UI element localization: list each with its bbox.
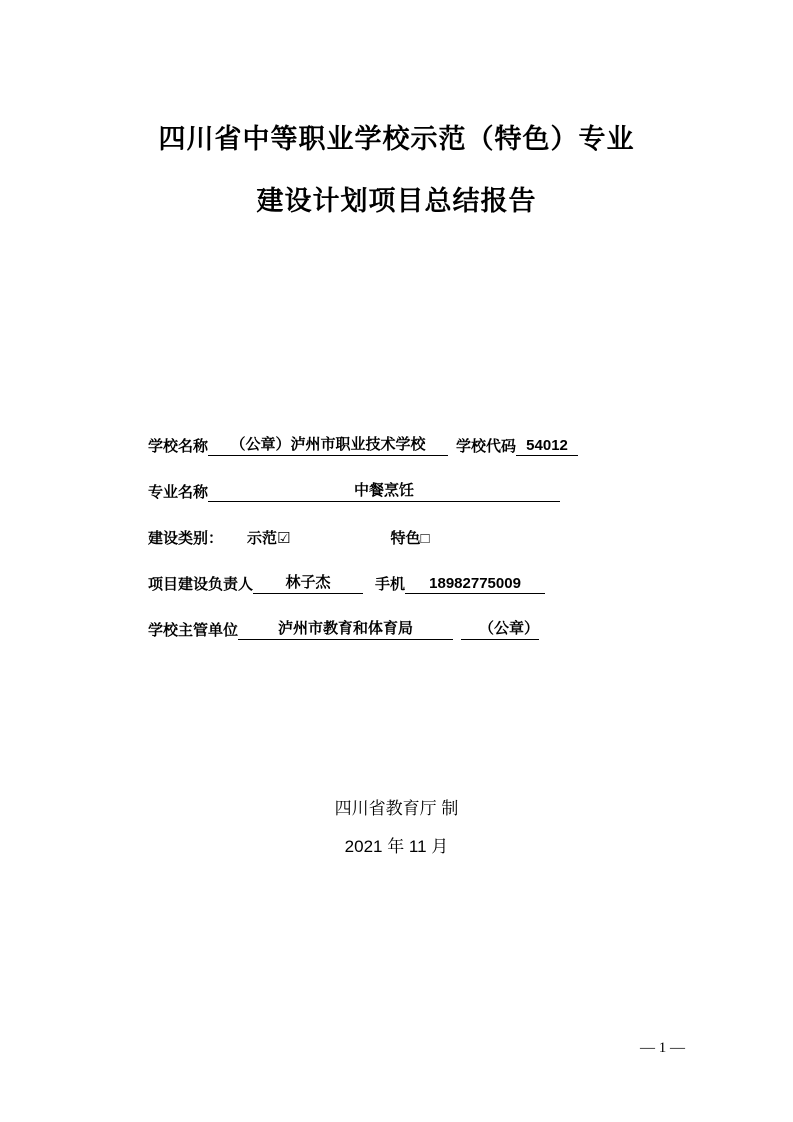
form-row-leader xyxy=(148,548,643,594)
phone-value[interactable]: 18982775009 xyxy=(405,575,545,594)
document-footer xyxy=(0,790,793,866)
major-name-value[interactable]: 中餐烹饪 xyxy=(208,479,560,502)
checkbox-demonstration[interactable]: 示范☑ xyxy=(247,530,291,547)
footer-date: 2021 年 11 月 xyxy=(344,837,449,856)
cover-form xyxy=(148,410,643,640)
major-name-label: 专业名称 xyxy=(148,484,209,501)
document-title xyxy=(0,108,793,232)
checkbox-featured[interactable]: 特色□ xyxy=(390,530,430,547)
page-number: — 1 — xyxy=(640,1040,685,1056)
form-row-department xyxy=(148,594,643,640)
school-code-label: 学校代码 xyxy=(456,438,517,455)
department-label: 学校主管单位 xyxy=(148,622,239,639)
leader-value[interactable]: 林子杰 xyxy=(253,571,363,594)
footer-issuer: 四川省教育厅 制 xyxy=(334,799,459,818)
form-row-build-type xyxy=(148,502,643,548)
phone-label: 手机 xyxy=(375,576,406,593)
school-name-label: 学校名称 xyxy=(148,438,209,455)
title-line-1: 四川省中等职业学校示范（特色）专业 xyxy=(158,124,635,154)
department-value[interactable]: 泸州市教育和体育局 xyxy=(238,617,453,640)
form-row-major xyxy=(148,456,643,502)
title-line-2: 建设计划项目总结报告 xyxy=(256,186,537,216)
form-row-school xyxy=(148,410,643,456)
school-code-value[interactable]: 54012 xyxy=(516,437,578,456)
school-name-value[interactable]: （公章）泸州市职业技术学校 xyxy=(208,433,448,456)
department-seal: （公章） xyxy=(461,617,539,640)
leader-label: 项目建设负责人 xyxy=(148,576,254,593)
build-type-label: 建设类别： xyxy=(148,530,224,547)
